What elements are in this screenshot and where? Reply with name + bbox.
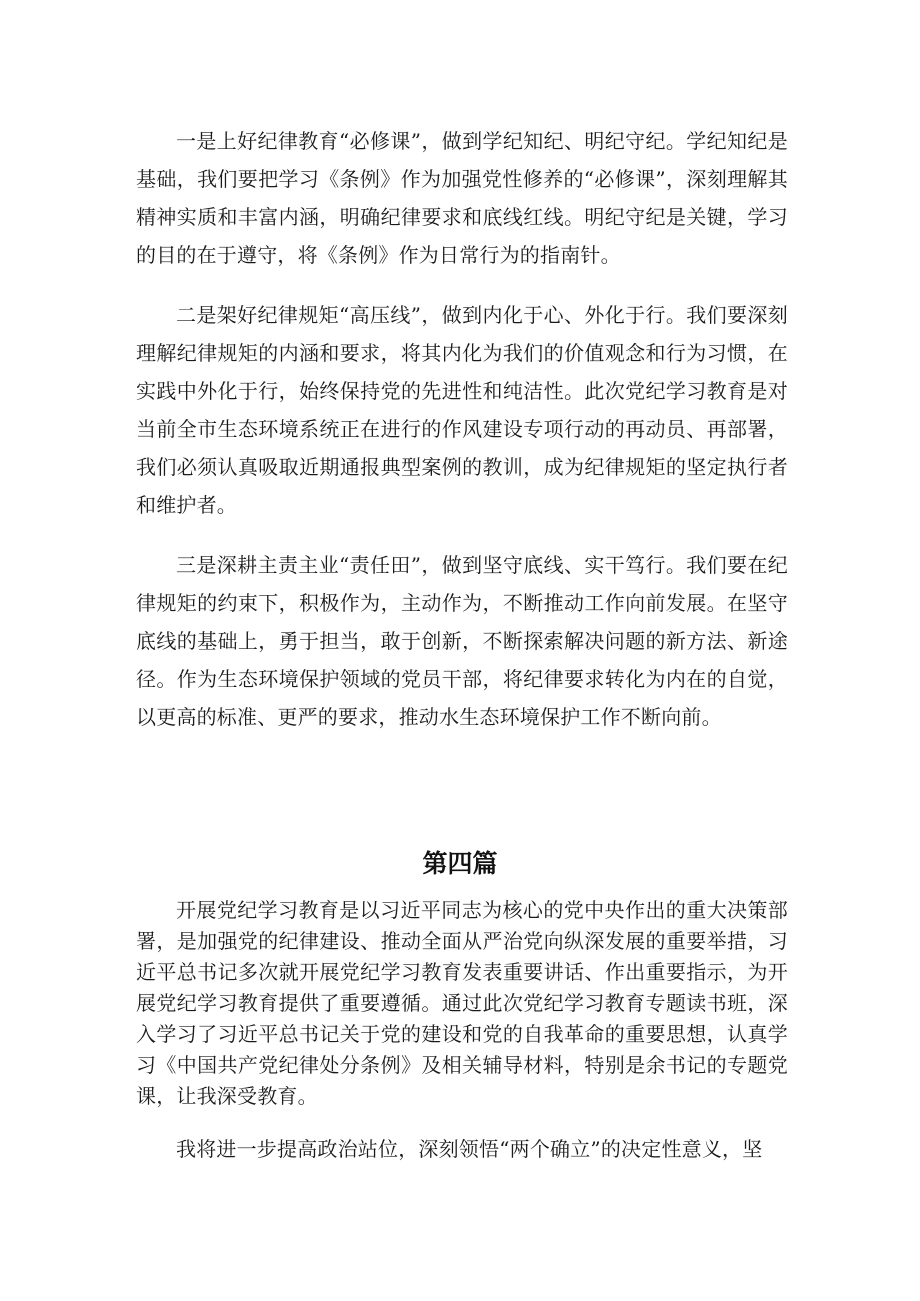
paragraph-main-responsibility: 三是深耕主责主业“责任田”，做到坚守底线、实干笃行。我们要在纪律规矩的约束下，积极作为，主动作为，不断推动工作向前发展。在坚守底线的基础上，勇于担当，敢于创新，不断探索解决问题的新方法、新途径。作为生态环境保护领域的党员干部，将纪律要求转化为内在的自觉，以更高的标准、更严的要求，推动水生态环境保护工作不断向前。 <box>136 553 788 729</box>
paragraph-discipline-rules: 二是架好纪律规矩“高压线”，做到内化于心、外化于行。我们要深刻理解纪律规矩的内涵和要求，将其内化为我们的价值观念和行为习惯，在实践中外化于行，始终保持党的先进性和纯洁性。此次党纪学习教育是对当前全市生态环境系统正在进行的作风建设专项行动的再动员、再部署，我们必须认真吸取近期通报典型案例的教训，成为纪律规矩的坚定执行者和维护者。 <box>136 303 788 517</box>
paragraph-discipline-education: 一是上好纪律教育“必修课”，做到学纪知纪、明纪守纪。学纪知纪是基础，我们要把学习《条例》作为加强党性修养的“必修课”，深刻理解其精神实质和丰富内涵，明确纪律要求和底线红线。明纪守纪是关键，学习的目的在于遵守，将《条例》作为日常行为的指南针。 <box>136 129 788 267</box>
paragraph-political-stance: 我将进一步提高政治站位，深刻领悟“两个确立”的决定性意义，坚 <box>176 1137 763 1161</box>
section-heading: 第四篇 <box>422 849 498 878</box>
body-text-part1 <box>136 122 788 758</box>
body-text-part2 <box>136 895 788 1186</box>
paragraph-party-discipline-study: 开展党纪学习教育是以习近平同志为核心的党中央作出的重大决策部署，是加强党的纪律建设、推动全面从严治党向纵深发展的重要举措，习近平总书记多次就开展党纪学习教育发表重要讲话、作出重要指示，为开展党纪学习教育提供了重要遵循。通过此次党纪学习教育专题读书班，深入学习了习近平总书记关于党的建设和党的自我革命的重要思想，认真学习《中国共产党纪律处分条例》及相关辅导材料，特别是余书记的专题党课，让我深受教育。 <box>136 898 788 1108</box>
